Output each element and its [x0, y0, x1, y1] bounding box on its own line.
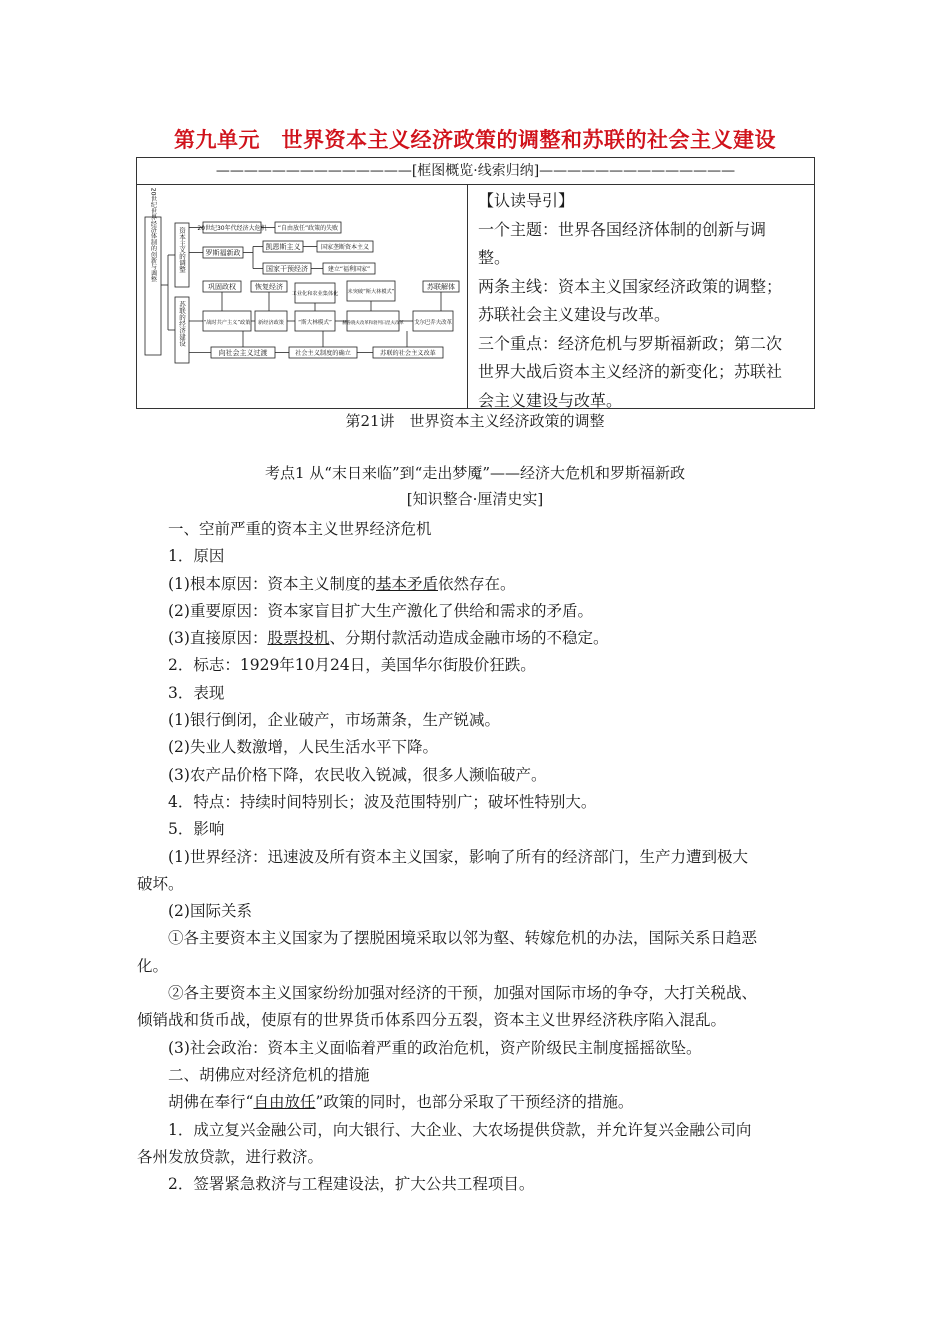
guide-line: 会主义建设与改革。: [478, 390, 623, 410]
guide-line: 三个重点：经济危机与罗斯福新政；第二次: [478, 333, 783, 353]
node-s2: 恢复经济: [255, 283, 283, 291]
item-5b2-line1: ②各主要资本主义国家纷纷加强对经济的干预，加强对国际市场的争夺，大打关税战、: [168, 984, 758, 1003]
guide-line: 世界大战后资本主义经济的新变化；苏联社: [478, 362, 783, 381]
text-span: 胡佛在奉行“: [168, 1093, 254, 1112]
measure-1-line2: 各州发放贷款，进行救济。: [137, 1147, 324, 1166]
sov-label: 苏联的经济建设: [178, 301, 186, 347]
text-span: ”政策的同时，也部分采取了干预经济的措施。: [315, 1093, 634, 1112]
guide-line: 两条主线：资本主义国家经济政策的调整；: [478, 276, 783, 296]
text-span: 依然存在。: [437, 574, 516, 593]
item-1a: [137, 571, 817, 598]
reading-guide: [467, 185, 814, 408]
guide-title: 【认读导引】: [478, 191, 575, 210]
item-4: 4．特点：持续时间特别长；波及范围特别广；破坏性特别大。: [168, 792, 597, 811]
item-3b: (2)失业人数激增，人民生活水平下降。: [168, 738, 438, 757]
text-span: (1)根本原因：资本主义制度的: [168, 574, 376, 593]
node-s4: 未突破“斯大林模式”: [347, 289, 395, 295]
node-b5: 国家垄断资本主义: [320, 244, 370, 251]
overview-frame: [136, 157, 815, 409]
measure-2: 2．签署紧急救济与工程建设法，扩大公共工程项目。: [168, 1175, 535, 1194]
node-s12: 社会主义制度的确立: [295, 350, 351, 357]
node-s1: 巩固政权: [208, 283, 236, 291]
node-s9: 赫鲁晓夫改革和勃列日涅夫改革: [342, 321, 404, 326]
node-b4: 凯恩斯主义: [265, 243, 301, 251]
item-2: 2．标志：1929年10月24日，美国华尔街股价狂跌。: [168, 656, 536, 675]
kaodian-title: 考点1 从“末日来临”到“走出梦魇”——经济大危机和罗斯福新政: [265, 464, 685, 482]
item-5b1-line2: 化。: [137, 956, 169, 975]
node-s5: 苏联解体: [427, 283, 455, 291]
text-span: 、分期付款活动造成金融市场的不稳定。: [329, 629, 609, 648]
item-5c: (3)社会政治：资本主义面临着严重的政治危机，资产阶级民主制度摇摇欲坠。: [168, 1038, 702, 1057]
item-1: 1．原因: [168, 547, 225, 566]
key-term: 基本矛盾: [375, 574, 438, 593]
item-5b2-line2: 倾销战和货币战，使原有的世界货币体系四分五裂，资本主义世界经济秩序陷入混乱。: [137, 1011, 727, 1030]
item-1c: [137, 625, 817, 652]
node-b7: 建立“福利国家”: [327, 266, 371, 273]
node-s11: 向社会主义过渡: [218, 349, 268, 357]
node-b2: “自由放任”政策的失败: [277, 225, 339, 232]
item-3c: (3)农产品价格下降，农民收入锐减，很多人濒临破产。: [168, 765, 547, 784]
guide-line: 整。: [478, 248, 511, 267]
item-5: 5．影响: [168, 820, 225, 839]
frame-header: ——————————————[框图概览·线索归纳]——————————————: [137, 158, 814, 185]
node-s7: 新经济政策: [258, 320, 284, 326]
item-5a-line2: 破坏。: [137, 874, 184, 893]
heading-1: 一、空前严重的资本主义世界经济危机: [168, 520, 432, 538]
heading-2: 二、胡佛应对经济危机的措施: [168, 1065, 370, 1084]
key-term: 自由放任: [253, 1093, 316, 1112]
node-s6: “战时共产主义”政策: [203, 320, 251, 326]
item-3a: (1)银行倒闭，企业破产，市场萧条，生产锐减。: [168, 711, 500, 730]
text-span: (3)直接原因：: [168, 629, 268, 648]
item-5b: (2)国际关系: [168, 902, 252, 921]
measure-1-line1: 1．成立复兴金融公司，向大银行、大企业、大农场提供贷款，并允许复兴金融公司向: [168, 1120, 752, 1139]
node-b6: 国家干预经济: [266, 265, 308, 273]
diagram-svg: [137, 185, 467, 408]
section-tag: [知识整合·厘清史实]: [406, 490, 544, 508]
lecture-title: 第21讲 世界资本主义经济政策的调整: [345, 412, 605, 430]
content-body: [137, 516, 817, 1198]
concept-diagram: [137, 185, 467, 408]
cap-label: 资本主义的调整: [178, 227, 186, 273]
main-label: 20世纪世界经济体制的创新与调整: [149, 187, 157, 283]
guide-line: 苏联社会主义建设与改革。: [478, 305, 671, 324]
node-s3: 工业化和农业集体化: [291, 291, 339, 297]
item-1b: (2)重要原因：资本家盲目扩大生产激化了供给和需求的矛盾。: [168, 601, 593, 620]
node-b3: 罗斯福新政: [205, 249, 241, 257]
item-5b1-line1: ①各主要资本主义国家为了摆脱困境采取以邻为壑、转嫁危机的办法，国际关系日趋恶: [168, 929, 758, 948]
unit-title: 第九单元 世界资本主义经济政策的调整和苏联的社会主义建设: [174, 128, 776, 152]
item-5a-line1: (1)世界经济：迅速波及所有资本主义国家，影响了所有的经济部门，生产力遭到极大: [168, 847, 748, 866]
node-s10: 戈尔巴乔夫改革: [414, 320, 452, 326]
key-term: 股票投机: [267, 629, 330, 648]
node-b1: 20世纪30年代经济大危机: [197, 225, 267, 232]
heading-2-para: [137, 1089, 817, 1116]
guide-line: 一个主题：世界各国经济体制的创新与调: [478, 219, 767, 239]
node-s13: 苏联的社会主义改革: [380, 350, 436, 357]
item-3: 3．表现: [168, 683, 225, 702]
node-s8: “斯大林模式”: [298, 320, 332, 326]
